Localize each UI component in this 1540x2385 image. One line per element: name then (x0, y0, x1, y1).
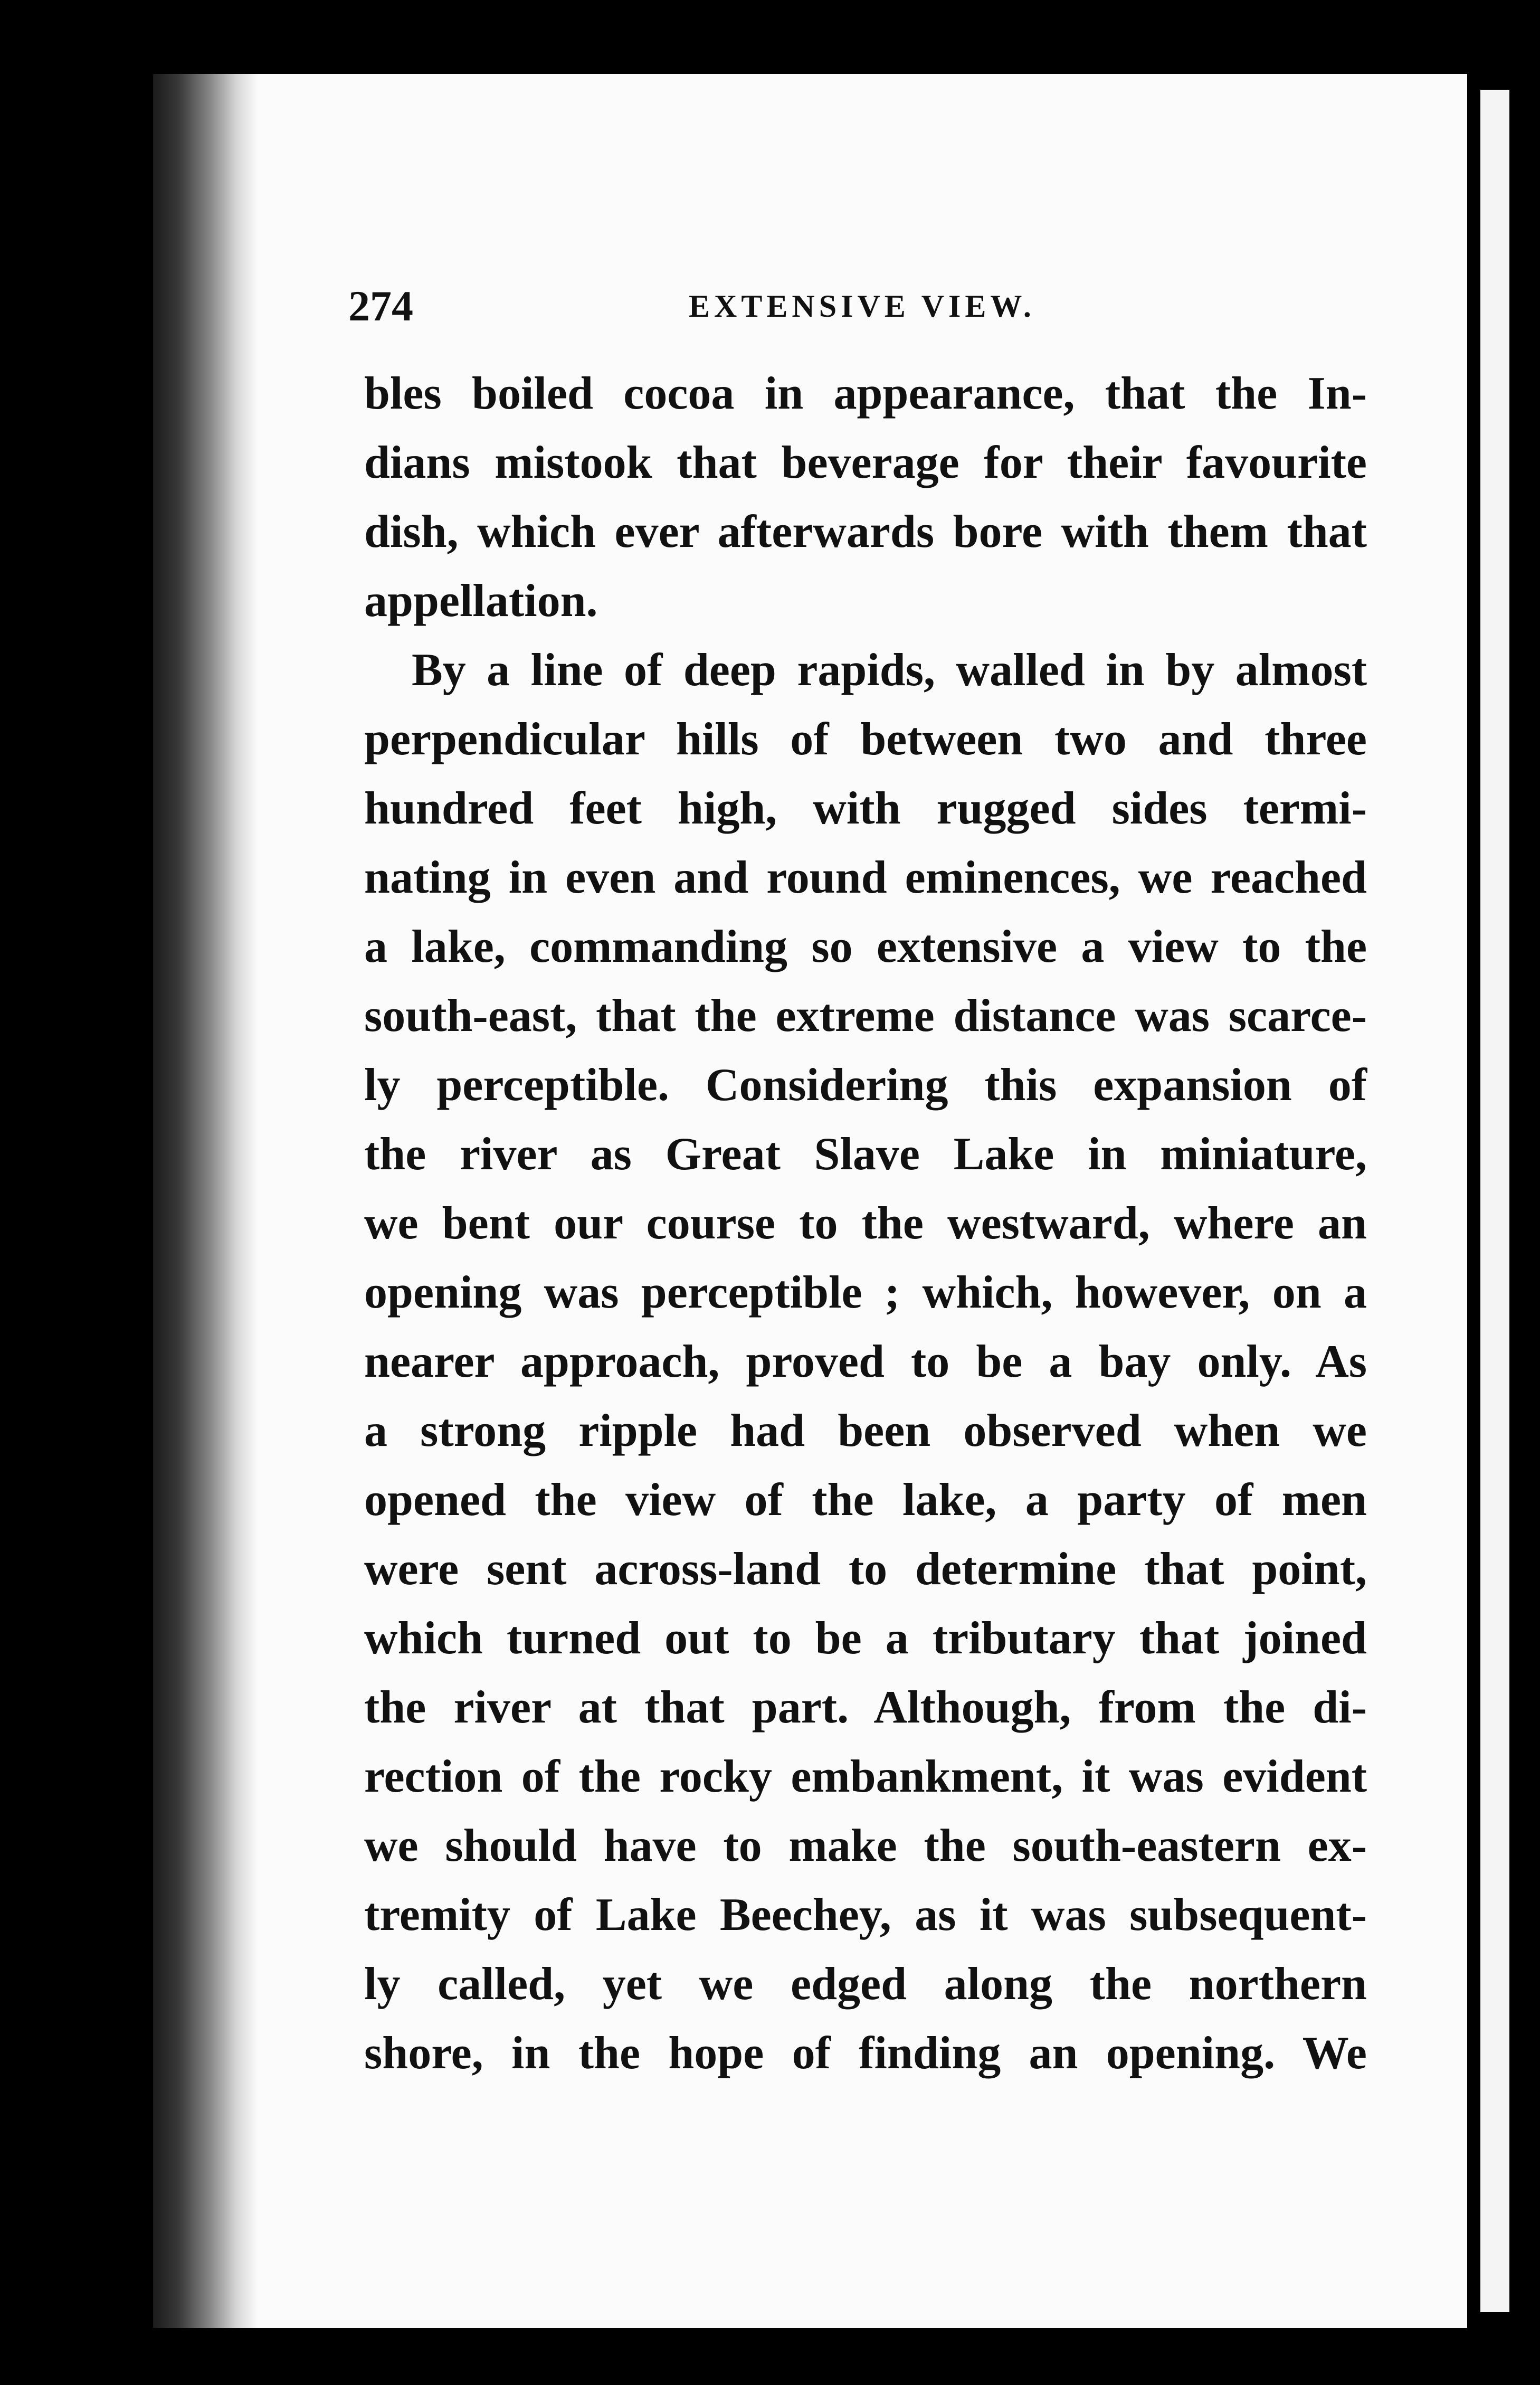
text-line: a strong ripple had been observed when we (364, 1405, 1367, 1456)
text-line: we bent our course to the westward, where an (364, 1198, 1367, 1249)
text-line: opened the view of the lake, a party of men (364, 1474, 1367, 1526)
text-line: hundred feet high, with rugged sides termi- (364, 783, 1367, 834)
text-line: appellation. (364, 575, 598, 627)
text-line: were sent across-land to determine that point, (364, 1544, 1367, 1595)
text-line: nating in even and round eminences, we reached (364, 852, 1367, 903)
page-number: 274 (348, 282, 413, 330)
text-line: the river as Great Slave Lake in miniature, (364, 1129, 1367, 1180)
text-line: By a line of deep rapids, walled in by almost (412, 645, 1367, 696)
text-line: dians mistook that beverage for their favourite (364, 437, 1367, 488)
text-line: rection of the rocky embankment, it was evident (364, 1751, 1367, 1802)
text-line: the river at that part. Although, from the di- (364, 1682, 1367, 1733)
running-head: EXTENSIVE VIEW. (689, 289, 1035, 324)
text-line: ly called, yet we edged along the northern (364, 1958, 1367, 2010)
text-line: shore, in the hope of finding an opening. We (364, 2028, 1367, 2079)
text-line: ly perceptible. Considering this expansion of (364, 1059, 1367, 1111)
body-text (364, 359, 1367, 2088)
text-line: a lake, commanding so extensive a view to the (364, 921, 1367, 972)
text-line: opening was perceptible ; which, however, on a (364, 1267, 1367, 1318)
text-line: we should have to make the south-eastern ex- (364, 1820, 1367, 1871)
text-line: which turned out to be a tributary that joined (364, 1613, 1367, 1664)
binding-gutter-shadow (153, 74, 259, 2328)
next-page-edge (1480, 90, 1509, 2312)
text-line: dish, which ever afterwards bore with them that (364, 506, 1367, 557)
text-line: nearer approach, proved to be a bay only. As (364, 1336, 1367, 1387)
text-line: tremity of Lake Beechey, as it was subsequent- (364, 1889, 1367, 1941)
text-line: south-east, that the extreme distance was scarce- (364, 990, 1367, 1042)
text-line: perpendicular hills of between two and three (364, 714, 1367, 765)
text-line: bles boiled cocoa in appearance, that the In- (364, 368, 1367, 419)
page-header (348, 277, 1383, 335)
